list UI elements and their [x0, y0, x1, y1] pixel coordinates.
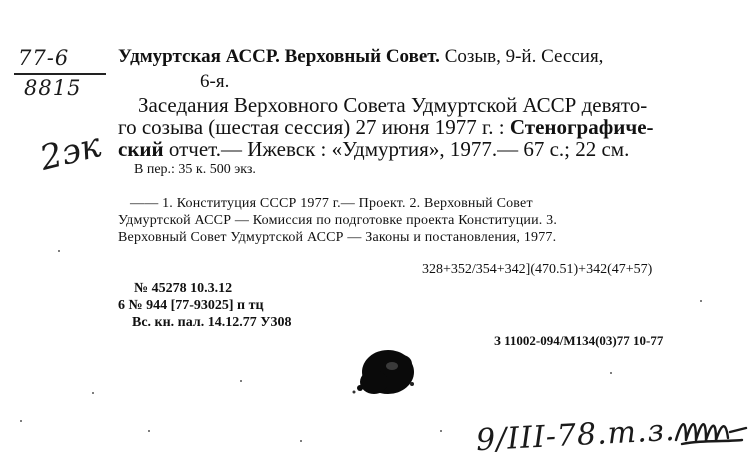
price-and-print-run: В пер.: 35 к. 500 экз.: [134, 162, 256, 177]
tech-line-2: 6 № 944 [77-93025] п тц: [118, 298, 264, 313]
handwritten-signature: [672, 410, 750, 450]
shelfmark-bottom: 8815: [24, 76, 82, 100]
description-line-2-text: го созыва (шестая сессия) 27 июня 1977 г. :: [118, 115, 510, 139]
subject-line-3: Верховный Совет Удмуртской АССР — Законы и постановления, 1977.: [118, 230, 557, 245]
paper-speck: [440, 430, 442, 432]
tech-line-3: Вс. кн. пал. 14.12.77 У308: [132, 315, 292, 330]
paper-speck: [20, 420, 22, 422]
description-line-1: Заседания Верховного Совета Удмуртской АССР девято-: [138, 93, 648, 117]
paper-speck: [92, 392, 94, 394]
copies-handwritten-mark: 2эк: [36, 125, 105, 179]
paper-speck: [700, 300, 702, 302]
heading-continuation: 6-я.: [200, 71, 230, 92]
heading-rest: Созыв, 9-й. Сессия,: [439, 46, 604, 67]
paper-speck: [240, 380, 242, 382]
ink-blot: [344, 344, 424, 404]
paper-speck: [148, 430, 150, 432]
description-line-2-bold: Стенографиче-: [509, 115, 654, 139]
shelfmark-divider: [14, 73, 106, 75]
tech-line-1: № 45278 10.3.12: [134, 281, 233, 296]
description-line-3: [118, 137, 629, 162]
subject-line-2: Удмуртской АССР — Комиссия по подготовке проекта Конституции. 3.: [118, 213, 558, 228]
subject-line-1: —— 1. Конституция СССР 1977 г.— Проект. 2. Верховный Совет: [130, 196, 533, 211]
publisher-code: З 11002-094/М134(03)77 10-77: [494, 333, 664, 348]
paper-speck: [610, 372, 612, 374]
classification-index: 328+352/354+342](470.51)+342(47+57): [422, 262, 653, 277]
shelfmark-top: 77-6: [18, 46, 70, 70]
handwritten-date-note: 9/III-78.т.з.: [475, 412, 677, 458]
paper-speck: [300, 440, 302, 442]
heading-bold-part: Удмуртская АССР. Верховный Совет.: [118, 46, 440, 67]
paper-speck: [58, 250, 60, 252]
description-line-3-bold: ский: [118, 137, 164, 161]
description-line-3-text: отчет.— Ижевск : «Удмуртия», 1977.— 67 с.; 22 см.: [163, 137, 630, 161]
catalog-heading: [118, 46, 603, 68]
